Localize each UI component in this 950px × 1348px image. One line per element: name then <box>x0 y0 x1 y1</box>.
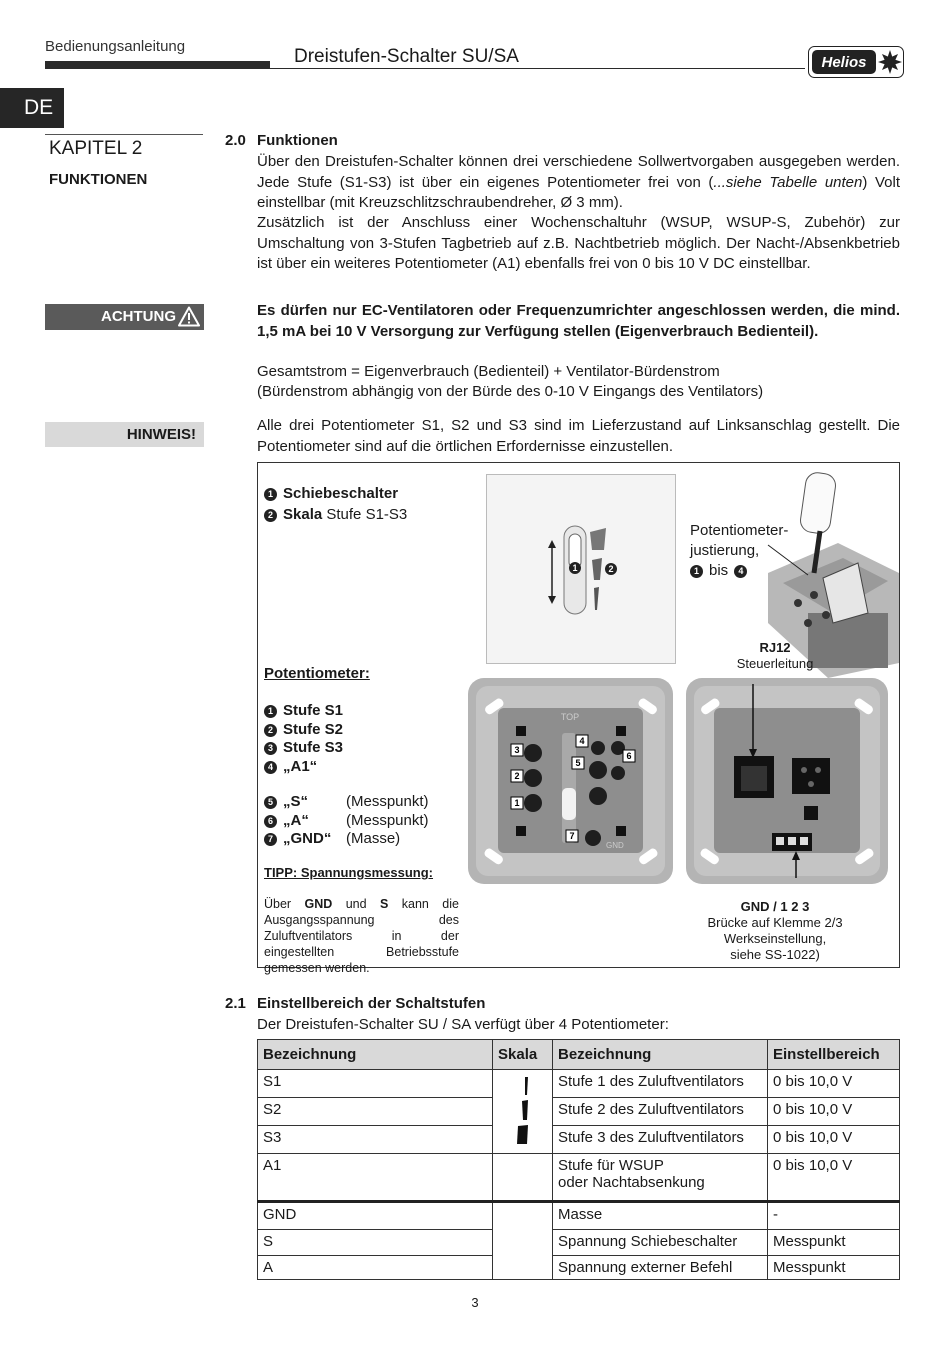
gnd-line-3: siehe SS-1022) <box>730 947 820 962</box>
potentiometer-heading: Potentiometer: <box>264 665 370 682</box>
poti-callout-line-1: Potentiometer- <box>690 522 789 539</box>
scale-wedge-icon <box>513 1075 533 1145</box>
meas-item-note: (Masse) <box>346 830 401 847</box>
poti-callout-line-2: justierung, <box>690 542 760 559</box>
doc-type-label: Bedienungsanleitung <box>45 38 186 55</box>
svg-text:2: 2 <box>608 564 614 574</box>
header-bezeichnung-2: Bezeichnung <box>553 1040 768 1070</box>
hinweis-badge: HINWEIS! <box>45 422 204 447</box>
number-4-icon: 4 <box>264 761 277 774</box>
tipp-heading: TIPP: Spannungsmessung: <box>264 865 434 880</box>
number-6-icon: 6 <box>264 815 277 828</box>
burden-current-line: (Bürdenstrom abhängig von der Bürde des 0-10 V Eingangs des Ventilators) <box>257 383 764 400</box>
chapter-subtitle: FUNKTIONEN <box>49 171 148 188</box>
table-cell: - <box>768 1202 900 1230</box>
svg-text:6: 6 <box>626 751 632 761</box>
table-cell: Masse <box>553 1202 768 1230</box>
table-cell: A <box>258 1256 493 1280</box>
tipp-text <box>264 896 459 976</box>
table-row <box>258 1256 900 1280</box>
rj12-callout <box>716 640 834 672</box>
table-cell <box>493 1202 553 1280</box>
header-rule-thick <box>45 61 270 69</box>
p1-text-b: ) Volt einstellbar (mit Kreuzschlitzschraubendreher, Ø 3 mm). <box>257 173 901 211</box>
svg-text:3: 3 <box>514 745 520 755</box>
p1-text-italic: ...siehe Tabelle unten <box>713 173 863 191</box>
meas-item <box>264 793 429 812</box>
poti-item <box>264 758 343 777</box>
table-cell: Messpunkt <box>768 1230 900 1256</box>
meas-item-note: (Messpunkt) <box>346 811 429 829</box>
number-1-icon: 1 <box>690 565 703 578</box>
svg-text:2: 2 <box>514 771 520 781</box>
svg-text:1: 1 <box>514 798 520 808</box>
warning-triangle-icon <box>178 306 200 327</box>
table-cell: Stufe 1 des Zuluftventilators <box>553 1070 768 1098</box>
potentiometer-table <box>257 1039 900 1280</box>
poti-item <box>264 721 343 740</box>
header-skala: Skala <box>493 1040 553 1070</box>
table-cell: S3 <box>258 1126 493 1154</box>
tipp-text-b: und <box>332 897 381 911</box>
table-cell: S2 <box>258 1098 493 1126</box>
table-row <box>258 1230 900 1256</box>
section-2-0-paragraph-1 <box>257 152 900 214</box>
poti-item <box>264 739 343 758</box>
gnd-line-2: Werkseinstellung, <box>723 931 827 946</box>
number-7-icon: 7 <box>264 833 277 846</box>
table-cell: 0 bis 10,0 V <box>768 1070 900 1098</box>
chapter-label: KAPITEL 2 <box>49 138 143 159</box>
poti-item-label: Stufe S1 <box>283 702 344 719</box>
tipp-gnd: GND <box>304 897 333 911</box>
table-row <box>258 1098 900 1126</box>
header-bezeichnung: Bezeichnung <box>258 1040 493 1070</box>
poti-callout-line-3 <box>690 561 788 581</box>
number-5-icon: 5 <box>264 796 277 809</box>
svg-text:1: 1 <box>572 563 578 573</box>
document-title: Dreistufen-Schalter SU/SA <box>294 46 519 67</box>
number-1-icon: 1 <box>264 488 277 501</box>
section-2-0-title: Funktionen <box>257 132 338 149</box>
table-cell: S <box>258 1230 493 1256</box>
rj12-title: RJ12 <box>759 640 791 655</box>
poti-item-label: „A1“ <box>283 757 318 775</box>
section-2-1-title: Einstellbereich der Schaltstufen <box>257 995 486 1012</box>
table-cell: GND <box>258 1202 493 1230</box>
meas-item-note: (Messpunkt) <box>346 793 429 810</box>
svg-text:7: 7 <box>569 831 575 841</box>
tipp-text-c: kann die Ausgangsspannung des Zuluftventilators in der eingestellten Betriebsstufe gemessen werden. <box>264 897 459 975</box>
chapter-rule <box>45 134 203 135</box>
legend-item-slider <box>264 485 398 502</box>
legend-scale-desc: Stufe S1-S3 <box>326 506 408 523</box>
poti-item <box>264 702 343 721</box>
table-cell: Spannung Schiebeschalter <box>553 1230 768 1256</box>
gnd-title: GND / 1 2 3 <box>740 899 810 914</box>
rj12-insert-photo <box>686 678 888 884</box>
total-current-line: Gesamtstrom = Eigenverbrauch (Bedienteil) + Ventilator-Bürdenstrom <box>257 363 720 380</box>
tipp-s: S <box>380 897 389 911</box>
meas-item <box>264 830 429 849</box>
ec-warning-text: Es dürfen nur EC-Ventilatoren oder Frequenzumrichter angeschlossen werden, die mind. 1,5 mA bei 10 V Versorgung zur Verfügung stellen (Eigenverbrauch Bedienteil). <box>257 302 900 340</box>
table-row <box>258 1202 900 1230</box>
measurement-list <box>264 793 429 849</box>
poti-callout-bis: bis <box>709 562 729 579</box>
scale-cell <box>493 1070 553 1154</box>
meas-item-label: „A“ <box>283 811 309 829</box>
potentiometer-hint: Alle drei Potentiometer S1, S2 und S3 sind im Lieferzustand auf Linksanschlag gestellt. Die Potentiometer sind auf die örtlichen Erfordernisse einzustellen. <box>257 417 900 455</box>
number-1-icon: 1 <box>264 705 277 718</box>
switch-front-panel-image <box>486 474 676 664</box>
table-cell: Messpunkt <box>768 1256 900 1280</box>
tipp-text-a: Über <box>264 897 305 911</box>
meas-item <box>264 812 429 831</box>
language-tab: DE <box>0 88 64 128</box>
number-2-icon: 2 <box>264 509 277 522</box>
table-row <box>258 1154 900 1202</box>
table-header-row <box>258 1040 900 1070</box>
section-2-0-paragraph-2: Zusätzlich ist der Anschluss einer Wochenschaltuhr (WSUP, WSUP-S, Zubehör) zur Umschaltung von 3-Stufen Tagbetrieb auf z.B. Nachtbetrieb möglich. Der Nacht-/Absenkbetrieb ist über ein weiteres Potentiometer (A1) ebenfalls frei von 0 bis 10 V DC einstellbar. <box>257 214 900 272</box>
page-number: 3 <box>471 1295 479 1310</box>
table-cell: S1 <box>258 1070 493 1098</box>
table-cell: Stufe 2 des Zuluftventilators <box>553 1098 768 1126</box>
poti-item-label: Stufe S2 <box>283 720 344 738</box>
table-cell <box>493 1154 553 1202</box>
photo-top-label: TOP <box>560 712 580 722</box>
switch-insert-back-photo <box>468 678 673 884</box>
legend-slider-label: Schiebeschalter <box>283 485 399 502</box>
header-einstellbereich: Einstellbereich <box>768 1040 900 1070</box>
meas-item-label: „GND“ <box>283 830 332 847</box>
number-4-icon: 4 <box>734 565 747 578</box>
table-cell: A1 <box>258 1154 493 1202</box>
photo-gnd-label: GND <box>606 841 624 850</box>
table-cell <box>553 1154 768 1202</box>
legend-scale-label: Skala <box>283 506 323 523</box>
gnd-line-1: Brücke auf Klemme 2/3 <box>707 915 843 930</box>
achtung-label: ACHTUNG <box>101 308 176 325</box>
section-2-0-number: 2.0 <box>225 132 246 149</box>
p1-text-a: Über den Dreistufen-Schalter können drei verschiedene Sollwertvorgaben ausgegeben werden. Jede Stufe (S1-S3) ist über ein eigenes Potentiometer frei von ( <box>257 153 900 191</box>
poti-item-label: Stufe S3 <box>283 739 344 756</box>
svg-text:5: 5 <box>575 758 581 768</box>
section-2-1-intro: Der Dreistufen-Schalter SU / SA verfügt über 4 Potentiometer: <box>257 1016 669 1033</box>
helios-logo <box>808 46 904 78</box>
svg-text:4: 4 <box>579 736 585 746</box>
potentiometer-list <box>264 702 343 776</box>
table-cell: 0 bis 10,0 V <box>768 1154 900 1202</box>
a1-line-1: Stufe für WSUP <box>558 1157 664 1174</box>
table-row <box>258 1070 900 1098</box>
rj12-subtitle: Steuerleitung <box>736 656 814 671</box>
poti-callout <box>690 521 788 581</box>
table-cell: 0 bis 10,0 V <box>768 1126 900 1154</box>
section-2-1-number: 2.1 <box>225 995 246 1012</box>
achtung-badge <box>45 304 204 330</box>
legend-item-scale <box>264 506 407 523</box>
table-cell: Stufe 3 des Zuluftventilators <box>553 1126 768 1154</box>
header-rule-thin <box>270 68 805 69</box>
table-cell: 0 bis 10,0 V <box>768 1098 900 1126</box>
a1-line-2: oder Nachtabsenkung <box>558 1174 705 1191</box>
number-2-icon: 2 <box>264 724 277 737</box>
number-3-icon: 3 <box>264 742 277 755</box>
gnd-callout <box>700 899 850 963</box>
logo-text: Helios <box>821 54 867 71</box>
table-row <box>258 1126 900 1154</box>
table-cell: Spannung externer Befehl <box>553 1256 768 1280</box>
meas-item-label: „S“ <box>283 793 309 810</box>
